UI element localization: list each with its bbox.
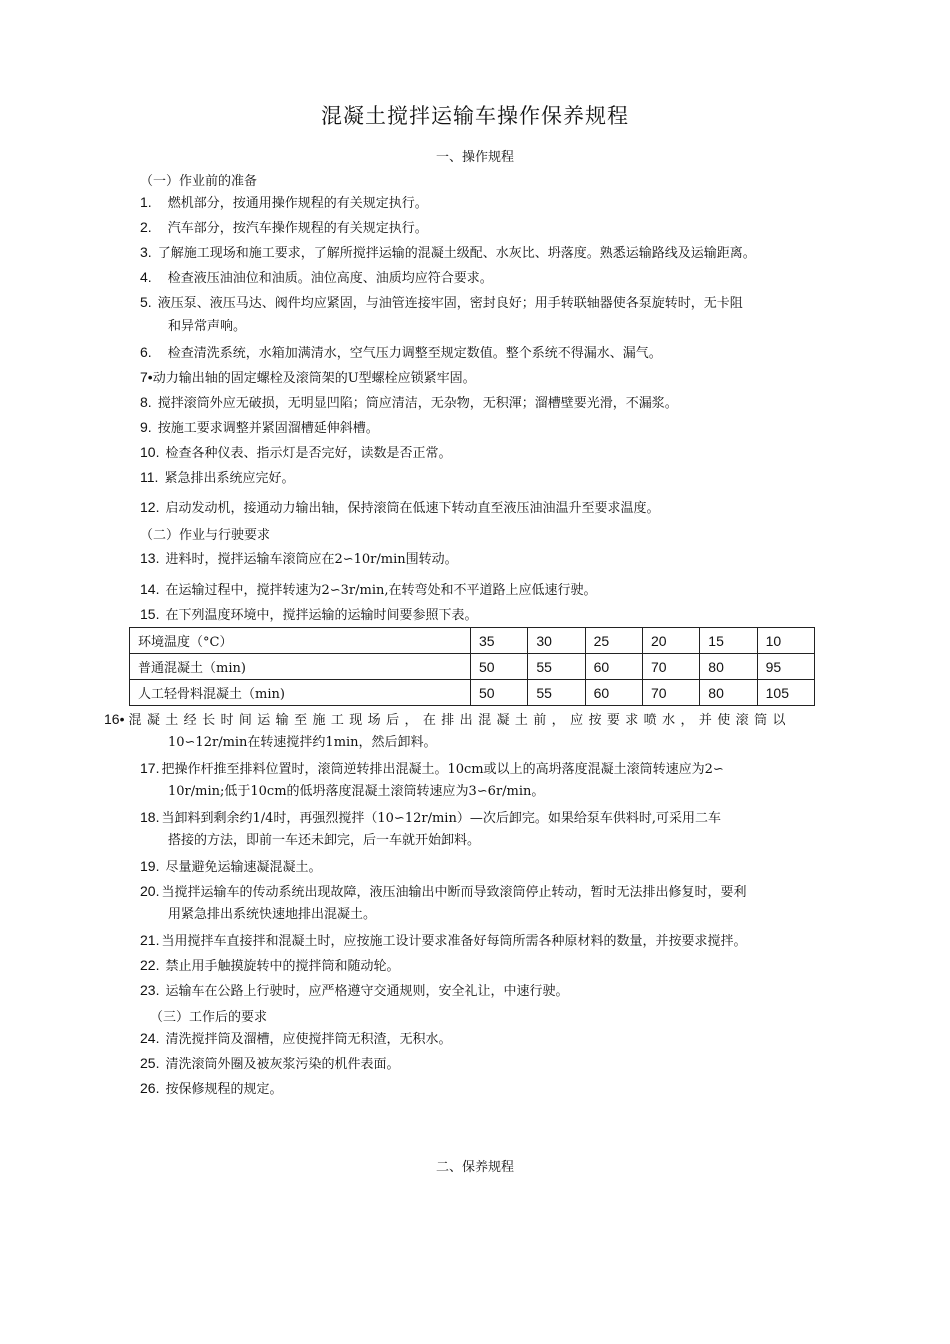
- list-item: 3. 了解施工现场和施工要求，了解所搅拌运输的混凝土级配、水灰比、坍落度。熟悉运输路线及运输距离。: [140, 244, 756, 261]
- list-item: 4. 检查液压油油位和油质。油位高度、油质均应符合要求。: [140, 269, 493, 286]
- table-cell: 10: [757, 628, 814, 654]
- table-row-label: 环境温度（°C）: [130, 628, 471, 654]
- list-item: 17. 把操作杆推至排料位置时，滚筒逆转排出混凝土。10cm或以上的高坍落度混凝土滚筒转速应为2∽: [140, 760, 724, 777]
- table-row-label: 人工轻骨料混凝土（min): [130, 680, 471, 706]
- table-cell: 70: [642, 654, 699, 680]
- subheading-after-work: （三）工作后的要求: [150, 1010, 268, 1025]
- transport-time-table: [129, 627, 815, 706]
- section-heading-maintenance: 二、保养规程: [435, 1160, 514, 1175]
- table-cell: 25: [585, 628, 642, 654]
- table-cell: 80: [700, 680, 757, 706]
- list-item: 8. 搅拌滚筒外应无破损，无明显凹陷；筒应清洁，无杂物，无积渾；溜槽壁要光滑，不漏浆。: [140, 394, 678, 411]
- table-cell: 50: [470, 680, 527, 706]
- list-item: 14. 在运输过程中，搅拌转速为2∽3r/min,在转弯处和不平道路上应低速行驶。: [140, 581, 597, 598]
- list-item-continuation: 用紧急排出系统快速地排出混凝土。: [168, 907, 377, 922]
- list-item: 12. 启动发动机，接通动力输出轴，保持滚筒在低速下转动直至液压油油温升至要求温度。: [140, 499, 660, 516]
- table-row: [130, 654, 815, 680]
- table-cell: 60: [585, 654, 642, 680]
- table-cell: 50: [470, 654, 527, 680]
- list-item: 24. 清洗搅拌筒及溜槽，应使搅拌筒无积渣，无积水。: [140, 1030, 452, 1047]
- list-item-continuation: 10∽12r/min在转速搅拌约1min，然后卸料。: [168, 735, 437, 750]
- list-item: 22. 禁止用手触摸旋转中的搅拌筒和随动轮。: [140, 957, 400, 974]
- list-item: 13. 进料时，搅拌运输车滚筒应在2∽10r/min围转动。: [140, 550, 458, 567]
- list-item: 2. 汽车部分，按汽车操作规程的有关规定执行。: [140, 219, 428, 236]
- table-row: [130, 628, 815, 654]
- list-item: 23. 运输车在公路上行驶时，应严格遵守交通规则，安全礼让，中速行驶。: [140, 982, 569, 999]
- table-cell: 70: [642, 680, 699, 706]
- list-item-continuation: 搭接的方法，即前一车还未卸完，后一车就开始卸料。: [168, 833, 481, 848]
- table-cell: 20: [642, 628, 699, 654]
- table-cell: 30: [528, 628, 585, 654]
- list-item: 19. 尽量避免运输速凝混凝土。: [140, 858, 322, 875]
- table-cell: 60: [585, 680, 642, 706]
- list-item: 11. 紧急排出系统应完好。: [140, 469, 295, 486]
- section-heading-operation: 一、操作规程: [435, 150, 514, 165]
- list-item: 18. 当卸料到剩余约1/4时，再强烈搅拌（10∽12r/min）—次后卸完。如果给泵车供料时,可采用二车: [140, 809, 721, 826]
- list-item: 7•动力输出轴的固定螺栓及滚筒架的U型螺栓应锁紧牢固。: [140, 369, 476, 386]
- list-item: 16• 混凝土经长时间运输至施工现场后，在排出混凝土前，应按要求喷水，并使滚筒以: [104, 711, 791, 728]
- list-item: 9. 按施工要求调整并紧固溜槽延伸斜槽。: [140, 419, 379, 436]
- list-item: 10. 检查各种仪表、指示灯是否完好，读数是否正常。: [140, 444, 452, 461]
- table-row: [130, 680, 815, 706]
- table-cell: 95: [757, 654, 814, 680]
- subheading-before-work: （一）作业前的准备: [140, 174, 258, 189]
- table-cell: 15: [700, 628, 757, 654]
- list-item: 1. 燃机部分，按通用操作规程的有关规定执行。: [140, 194, 428, 211]
- table-cell: 55: [528, 680, 585, 706]
- table-cell: 55: [528, 654, 585, 680]
- table-cell: 35: [470, 628, 527, 654]
- list-item: 20. 当搅拌运输车的传动系统出现故障，液压油输出中断而导致滚筒停止转动，暂时无法排出修复时，要利: [140, 883, 747, 900]
- table-cell: 80: [700, 654, 757, 680]
- list-item-continuation: 和异常声响。: [168, 319, 247, 334]
- subheading-operation-driving: （二）作业与行驶要求: [140, 528, 271, 543]
- list-item: 6. 检查清洗系统，水箱加满清水，空气压力调整至规定数值。整个系统不得漏水、漏气。: [140, 344, 662, 361]
- list-item: 25. 清洗滚筒外圈及被灰浆污染的机件表面。: [140, 1055, 400, 1072]
- list-item: 5. 液压泵、液压马达、阀件均应紧固，与油管连接牢固，密封良好；用手转联轴器使各泵旋转时，无卡阻: [140, 294, 743, 311]
- table-row-label: 普通混凝土（min): [130, 654, 471, 680]
- document-title: 混凝土搅拌运输车操作保养规程: [321, 104, 629, 128]
- list-item: 21. 当用搅拌车直接拌和混凝土时，应按施工设计要求准备好每筒所需各种原材料的数量，并按要求搅拌。: [140, 932, 747, 949]
- list-item: 15. 在下列温度环境中，搅拌运输的运输时间要参照下表。: [140, 606, 478, 623]
- list-item-continuation: 10r/min;低于10cm的低坍落度混凝土滚筒转速应为3∽6r/min。: [168, 784, 545, 799]
- table-cell: 105: [757, 680, 814, 706]
- list-item: 26. 按保修规程的规定。: [140, 1080, 283, 1097]
